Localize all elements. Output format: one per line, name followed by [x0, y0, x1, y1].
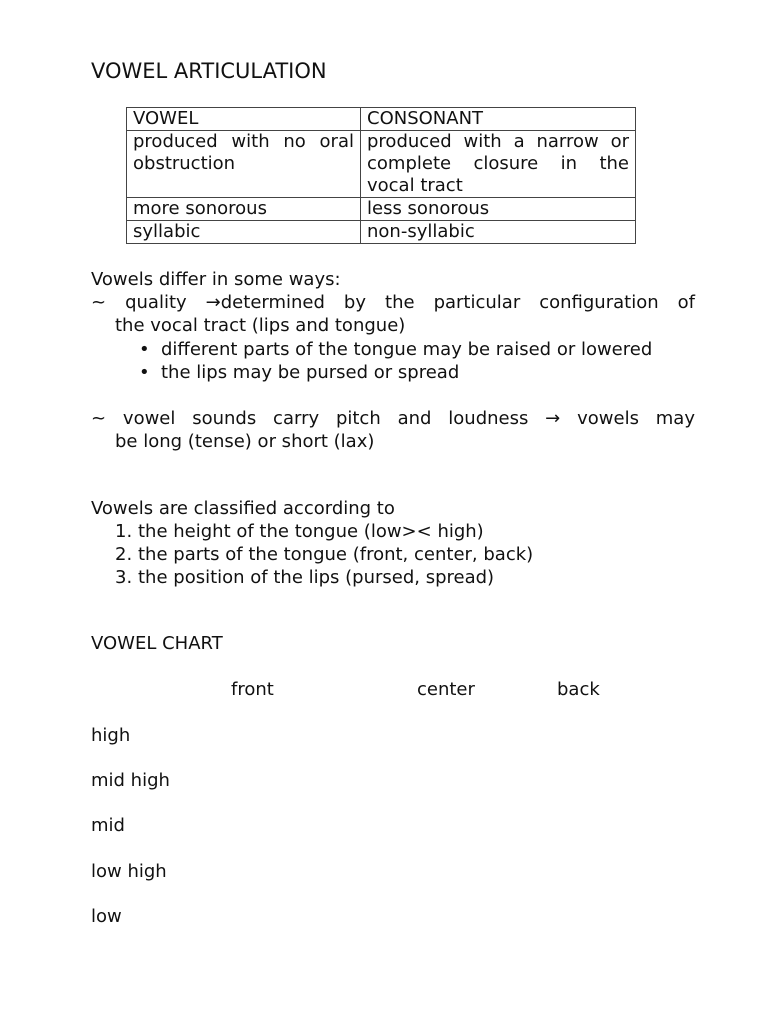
pitch-continuation: be long (tense) or short (lax)	[115, 431, 375, 452]
vowel-consonant-table	[126, 107, 636, 244]
chart-row-mid: mid	[91, 815, 125, 836]
list-item	[91, 543, 533, 566]
table-cell: syllabic	[127, 221, 361, 244]
differ-intro: Vowels differ in some ways:	[91, 269, 341, 290]
quality-bullet-list	[91, 338, 695, 384]
vowel-chart-title: VOWEL CHART	[91, 633, 223, 654]
table-cell: produced with a narrow or complete closure in the vocal tract	[361, 131, 636, 198]
list-number: 2.	[115, 544, 133, 565]
table-cell: non-syllabic	[361, 221, 636, 244]
table-row	[127, 198, 636, 221]
list-number: 1.	[115, 521, 133, 542]
pitch-paragraph	[91, 407, 695, 453]
chart-column-back: back	[557, 679, 600, 700]
table-cell: less sonorous	[361, 198, 636, 221]
list-item	[91, 338, 695, 361]
list-item-text: different parts of the tongue may be raised or lowered	[161, 339, 653, 360]
quality-line: ~ quality →determined by the particular configuration of	[91, 292, 695, 313]
bullet-icon: •	[139, 362, 150, 383]
table-header-row	[127, 108, 636, 131]
table-cell: produced with no oral obstruction	[127, 131, 361, 198]
chart-row-mid-high: mid high	[91, 770, 170, 791]
chart-row-low-high: low high	[91, 861, 167, 882]
list-item-text: the height of the tongue (low>< high)	[138, 521, 484, 542]
quality-continuation: the vocal tract (lips and tongue)	[115, 315, 406, 336]
list-item	[91, 566, 533, 589]
table-row	[127, 131, 636, 198]
table-row	[127, 221, 636, 244]
list-item-text: the position of the lips (pursed, spread)	[138, 567, 495, 588]
list-item-text: the lips may be pursed or spread	[161, 362, 460, 383]
classification-list	[91, 520, 533, 589]
table-header-consonant: CONSONANT	[361, 108, 636, 131]
page-title: VOWEL ARTICULATION	[91, 59, 327, 83]
pitch-line: ~ vowel sounds carry pitch and loudness → vowels may	[91, 408, 695, 429]
list-item-text: the parts of the tongue (front, center, back)	[138, 544, 534, 565]
list-item	[91, 520, 533, 543]
list-number: 3.	[115, 567, 133, 588]
classified-intro: Vowels are classified according to	[91, 498, 395, 519]
chart-column-front: front	[231, 679, 274, 700]
quality-paragraph	[91, 291, 695, 337]
chart-row-low: low	[91, 906, 122, 927]
list-item	[91, 361, 695, 384]
chart-column-center: center	[417, 679, 475, 700]
bullet-icon: •	[139, 339, 150, 360]
chart-row-high: high	[91, 725, 131, 746]
table-header-vowel: VOWEL	[127, 108, 361, 131]
table-cell: more sonorous	[127, 198, 361, 221]
